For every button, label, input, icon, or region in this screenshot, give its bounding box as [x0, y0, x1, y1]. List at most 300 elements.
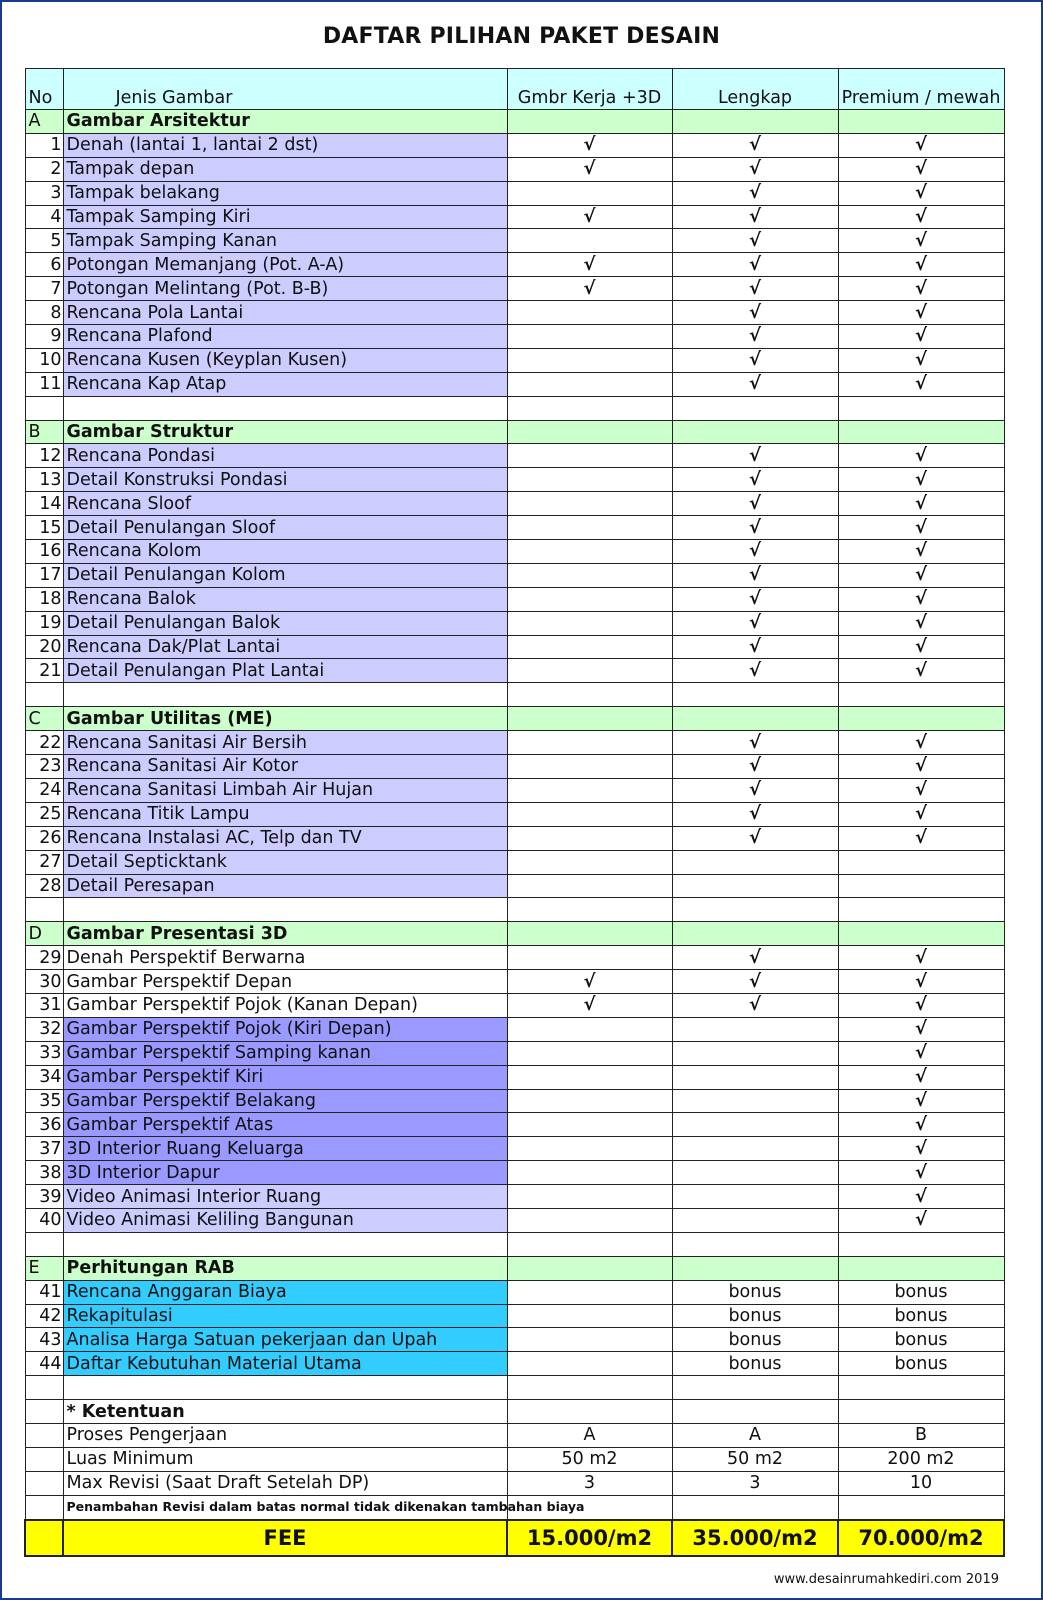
- item-c2: √: [672, 468, 838, 492]
- item-c1: [507, 731, 672, 755]
- table-row: [25, 993, 1004, 1017]
- fee-row: [25, 1520, 1004, 1556]
- header-col3: Premium / mewah: [838, 69, 1004, 110]
- item-c2: √: [672, 587, 838, 611]
- item-name: Detail Penulangan Kolom: [63, 563, 507, 587]
- table-row: [25, 826, 1004, 850]
- item-number: 30: [25, 970, 63, 994]
- item-c2: √: [672, 229, 838, 253]
- item-c1: [507, 1304, 672, 1328]
- item-c3: √: [838, 1161, 1004, 1185]
- section-row-a: [25, 110, 1004, 134]
- item-c1: √: [507, 133, 672, 157]
- item-c2: [672, 1041, 838, 1065]
- item-c2: √: [672, 778, 838, 802]
- note-no: [25, 1495, 63, 1519]
- item-c3: √: [838, 229, 1004, 253]
- table-row: [25, 1137, 1004, 1161]
- item-name: Rencana Kap Atap: [63, 372, 507, 396]
- item-number: 36: [25, 1113, 63, 1137]
- section-c2: [672, 110, 838, 134]
- item-c1: [507, 1352, 672, 1376]
- item-name: Gambar Perspektif Depan: [63, 970, 507, 994]
- item-c2: √: [672, 372, 838, 396]
- section-c2: [672, 1256, 838, 1280]
- blank-c2: [672, 1376, 838, 1400]
- item-c2: √: [672, 325, 838, 349]
- item-name: Tampak Samping Kiri: [63, 205, 507, 229]
- table-row: [25, 611, 1004, 635]
- ketentuan-label: Max Revisi (Saat Draft Setelah DP): [63, 1471, 507, 1495]
- ketentuan-title: * Ketentuan: [63, 1400, 507, 1424]
- section-row-e: [25, 1256, 1004, 1280]
- item-c3: √: [838, 301, 1004, 325]
- item-c3: √: [838, 993, 1004, 1017]
- item-c1: [507, 1065, 672, 1089]
- spacer-row: [25, 683, 1004, 707]
- item-c2: bonus: [672, 1304, 838, 1328]
- item-c1: [507, 946, 672, 970]
- blank-c3: [838, 683, 1004, 707]
- item-c2: √: [672, 301, 838, 325]
- item-c1: [507, 635, 672, 659]
- table-row: [25, 1017, 1004, 1041]
- blank-name: [63, 1376, 507, 1400]
- item-name: Potongan Memanjang (Pot. A-A): [63, 253, 507, 277]
- item-c2: [672, 1113, 838, 1137]
- section-c1: [507, 707, 672, 731]
- section-c3: [838, 707, 1004, 731]
- blank-no: [25, 898, 63, 922]
- item-c3: bonus: [838, 1352, 1004, 1376]
- section-letter: D: [25, 922, 63, 946]
- blank-no: [25, 683, 63, 707]
- item-name: Gambar Perspektif Samping kanan: [63, 1041, 507, 1065]
- section-letter: A: [25, 110, 63, 134]
- table-row: [25, 348, 1004, 372]
- table-row: [25, 157, 1004, 181]
- ketentuan-label: Luas Minimum: [63, 1447, 507, 1471]
- item-c1: [507, 563, 672, 587]
- item-c1: [507, 468, 672, 492]
- item-name: Rencana Sloof: [63, 492, 507, 516]
- item-c2: √: [672, 635, 838, 659]
- ket-no: [25, 1400, 63, 1424]
- item-number: 8: [25, 301, 63, 325]
- table-body: [25, 69, 1004, 1556]
- item-number: 18: [25, 587, 63, 611]
- item-c3: √: [838, 946, 1004, 970]
- item-number: 42: [25, 1304, 63, 1328]
- item-c2: bonus: [672, 1328, 838, 1352]
- blank-c2: [672, 898, 838, 922]
- spacer-row: [25, 898, 1004, 922]
- item-number: 17: [25, 563, 63, 587]
- item-number: 13: [25, 468, 63, 492]
- table-row: [25, 540, 1004, 564]
- section-c2: [672, 922, 838, 946]
- table-row: [25, 587, 1004, 611]
- item-name: Gambar Perspektif Atas: [63, 1113, 507, 1137]
- blank-c1: [507, 683, 672, 707]
- section-title: Perhitungan RAB: [63, 1256, 507, 1280]
- fee-no: [25, 1520, 63, 1556]
- item-c2: [672, 874, 838, 898]
- ketentuan-c2: 3: [672, 1471, 838, 1495]
- section-c2: [672, 420, 838, 444]
- blank-c1: [507, 1376, 672, 1400]
- blank-c3: [838, 898, 1004, 922]
- item-number: 26: [25, 826, 63, 850]
- item-name: Detail Septicktank: [63, 850, 507, 874]
- section-title: Gambar Presentasi 3D: [63, 922, 507, 946]
- section-row-b: [25, 420, 1004, 444]
- item-name: Rencana Pondasi: [63, 444, 507, 468]
- blank-no: [25, 396, 63, 420]
- item-c2: [672, 1185, 838, 1209]
- item-c2: √: [672, 181, 838, 205]
- item-number: 27: [25, 850, 63, 874]
- item-c2: √: [672, 205, 838, 229]
- table-row: [25, 301, 1004, 325]
- item-c1: [507, 325, 672, 349]
- item-c3: √: [838, 1041, 1004, 1065]
- blank-c3: [838, 1232, 1004, 1256]
- item-c1: [507, 181, 672, 205]
- item-c2: [672, 1089, 838, 1113]
- item-c1: [507, 850, 672, 874]
- item-c1: [507, 444, 672, 468]
- item-name: Rencana Anggaran Biaya: [63, 1280, 507, 1304]
- item-c1: [507, 1280, 672, 1304]
- table-row: [25, 1185, 1004, 1209]
- section-title: Gambar Utilitas (ME): [63, 707, 507, 731]
- spacer-row: [25, 1232, 1004, 1256]
- blank-name: [63, 898, 507, 922]
- item-number: 25: [25, 802, 63, 826]
- ket-row-no: [25, 1471, 63, 1495]
- table-row: [25, 1041, 1004, 1065]
- table-row: [25, 970, 1004, 994]
- item-c3: √: [838, 492, 1004, 516]
- ketentuan-row: [25, 1447, 1004, 1471]
- item-name: Detail Penulangan Balok: [63, 611, 507, 635]
- table-row: [25, 850, 1004, 874]
- item-c2: √: [672, 611, 838, 635]
- item-name: Tampak belakang: [63, 181, 507, 205]
- item-name: Rencana Dak/Plat Lantai: [63, 635, 507, 659]
- item-c1: [507, 1017, 672, 1041]
- item-name: Rencana Pola Lantai: [63, 301, 507, 325]
- item-number: 2: [25, 157, 63, 181]
- table-row: [25, 1352, 1004, 1376]
- item-c3: √: [838, 277, 1004, 301]
- item-name: Denah Perspektif Berwarna: [63, 946, 507, 970]
- item-number: 32: [25, 1017, 63, 1041]
- item-c3: √: [838, 444, 1004, 468]
- blank-no: [25, 1376, 63, 1400]
- item-c3: bonus: [838, 1304, 1004, 1328]
- table-row: [25, 659, 1004, 683]
- item-c2: √: [672, 444, 838, 468]
- item-c3: √: [838, 372, 1004, 396]
- table-row: [25, 468, 1004, 492]
- table-row: [25, 205, 1004, 229]
- ketentuan-c3: 10: [838, 1471, 1004, 1495]
- section-letter: C: [25, 707, 63, 731]
- item-name: Rencana Plafond: [63, 325, 507, 349]
- item-number: 24: [25, 778, 63, 802]
- item-number: 29: [25, 946, 63, 970]
- section-c1: [507, 1256, 672, 1280]
- item-c2: √: [672, 492, 838, 516]
- section-c3: [838, 1256, 1004, 1280]
- note-c3: [838, 1495, 1004, 1519]
- item-c3: √: [838, 755, 1004, 779]
- item-c3: √: [838, 133, 1004, 157]
- item-c2: √: [672, 731, 838, 755]
- item-name: Rencana Kusen (Keyplan Kusen): [63, 348, 507, 372]
- item-number: 10: [25, 348, 63, 372]
- ketentuan-c1: 3: [507, 1471, 672, 1495]
- item-c1: [507, 516, 672, 540]
- item-c3: √: [838, 181, 1004, 205]
- item-c1: [507, 826, 672, 850]
- item-name: Rencana Sanitasi Air Bersih: [63, 731, 507, 755]
- item-c1: [507, 1041, 672, 1065]
- item-c1: [507, 587, 672, 611]
- ket-row-no: [25, 1423, 63, 1447]
- item-number: 23: [25, 755, 63, 779]
- blank-c1: [507, 898, 672, 922]
- spacer-row: [25, 396, 1004, 420]
- item-c3: √: [838, 611, 1004, 635]
- item-c2: √: [672, 253, 838, 277]
- section-letter: B: [25, 420, 63, 444]
- item-c1: [507, 659, 672, 683]
- section-title: Gambar Arsitektur: [63, 110, 507, 134]
- table-row: [25, 1161, 1004, 1185]
- header-jenis: Jenis Gambar: [63, 69, 507, 110]
- item-c1: [507, 372, 672, 396]
- item-name: 3D Interior Dapur: [63, 1161, 507, 1185]
- item-number: 11: [25, 372, 63, 396]
- table-row: [25, 802, 1004, 826]
- table-row: [25, 778, 1004, 802]
- revision-note: Penambahan Revisi dalam batas normal tidak dikenakan tambahan biaya: [63, 1495, 507, 1519]
- item-c1: [507, 1161, 672, 1185]
- item-c3: √: [838, 1065, 1004, 1089]
- item-c1: [507, 540, 672, 564]
- item-c3: √: [838, 325, 1004, 349]
- item-name: Rencana Sanitasi Limbah Air Hujan: [63, 778, 507, 802]
- table-row: [25, 1065, 1004, 1089]
- ketentuan-c2: 50 m2: [672, 1447, 838, 1471]
- item-number: 34: [25, 1065, 63, 1089]
- item-name: Detail Penulangan Sloof: [63, 516, 507, 540]
- blank-name: [63, 1232, 507, 1256]
- item-c3: √: [838, 157, 1004, 181]
- footer-credit: www.desainrumahkediri.com 2019: [773, 1572, 999, 1587]
- item-c2: bonus: [672, 1280, 838, 1304]
- item-name: Gambar Perspektif Pojok (Kanan Depan): [63, 993, 507, 1017]
- item-number: 41: [25, 1280, 63, 1304]
- blank-c1: [507, 396, 672, 420]
- item-number: 15: [25, 516, 63, 540]
- ketentuan-row: [25, 1471, 1004, 1495]
- item-c1: [507, 874, 672, 898]
- blank-c2: [672, 396, 838, 420]
- item-c2: √: [672, 540, 838, 564]
- item-c1: [507, 301, 672, 325]
- item-c2: bonus: [672, 1352, 838, 1376]
- item-c3: √: [838, 468, 1004, 492]
- section-letter: E: [25, 1256, 63, 1280]
- item-c2: √: [672, 826, 838, 850]
- item-c1: √: [507, 970, 672, 994]
- item-name: Rencana Kolom: [63, 540, 507, 564]
- table-row: [25, 755, 1004, 779]
- item-number: 6: [25, 253, 63, 277]
- header-no: No: [25, 69, 63, 110]
- blank-c2: [672, 1232, 838, 1256]
- table-row: [25, 1208, 1004, 1232]
- item-c1: [507, 229, 672, 253]
- item-name: Rencana Balok: [63, 587, 507, 611]
- table-row: [25, 563, 1004, 587]
- item-c1: √: [507, 993, 672, 1017]
- blank-no: [25, 1232, 63, 1256]
- item-c2: [672, 1065, 838, 1089]
- item-c1: [507, 1208, 672, 1232]
- table-row: [25, 325, 1004, 349]
- item-number: 38: [25, 1161, 63, 1185]
- ketentuan-row: [25, 1423, 1004, 1447]
- blank-c2: [672, 683, 838, 707]
- item-c2: [672, 1137, 838, 1161]
- item-name: Video Animasi Keliling Bangunan: [63, 1208, 507, 1232]
- item-number: 33: [25, 1041, 63, 1065]
- blank-c1: [507, 1232, 672, 1256]
- spacer-row: [25, 1376, 1004, 1400]
- item-c3: √: [838, 826, 1004, 850]
- item-c2: [672, 1161, 838, 1185]
- ketentuan-c3: 200 m2: [838, 1447, 1004, 1471]
- table-row: [25, 444, 1004, 468]
- item-c1: [507, 1137, 672, 1161]
- ket-c1: [507, 1400, 672, 1424]
- item-number: 28: [25, 874, 63, 898]
- item-number: 35: [25, 1089, 63, 1113]
- item-number: 9: [25, 325, 63, 349]
- item-name: Gambar Perspektif Pojok (Kiri Depan): [63, 1017, 507, 1041]
- item-name: Potongan Melintang (Pot. B-B): [63, 277, 507, 301]
- item-c3: √: [838, 516, 1004, 540]
- item-c2: [672, 1017, 838, 1041]
- section-c3: [838, 420, 1004, 444]
- item-c3: √: [838, 659, 1004, 683]
- item-number: 21: [25, 659, 63, 683]
- table-row: [25, 492, 1004, 516]
- item-c3: √: [838, 802, 1004, 826]
- fee-c3: 70.000/m2: [838, 1520, 1004, 1556]
- fee-c1: 15.000/m2: [507, 1520, 672, 1556]
- item-c2: √: [672, 970, 838, 994]
- item-c1: [507, 1089, 672, 1113]
- item-number: 14: [25, 492, 63, 516]
- item-name: 3D Interior Ruang Keluarga: [63, 1137, 507, 1161]
- item-c3: √: [838, 587, 1004, 611]
- item-c1: [507, 778, 672, 802]
- item-number: 43: [25, 1328, 63, 1352]
- item-c2: [672, 850, 838, 874]
- item-number: 12: [25, 444, 63, 468]
- item-c2: √: [672, 516, 838, 540]
- item-c2: √: [672, 563, 838, 587]
- item-c2: √: [672, 993, 838, 1017]
- table-row: [25, 1328, 1004, 1352]
- item-c3: √: [838, 1113, 1004, 1137]
- section-row-c: [25, 707, 1004, 731]
- table-row: [25, 516, 1004, 540]
- item-number: 31: [25, 993, 63, 1017]
- item-c3: √: [838, 253, 1004, 277]
- package-table: [24, 68, 1005, 1557]
- item-name: Gambar Perspektif Belakang: [63, 1089, 507, 1113]
- header-col2: Lengkap: [672, 69, 838, 110]
- item-number: 37: [25, 1137, 63, 1161]
- table-row: [25, 372, 1004, 396]
- item-name: Rencana Sanitasi Air Kotor: [63, 755, 507, 779]
- item-name: Detail Peresapan: [63, 874, 507, 898]
- item-name: Daftar Kebutuhan Material Utama: [63, 1352, 507, 1376]
- table-row: [25, 635, 1004, 659]
- item-c3: √: [838, 1137, 1004, 1161]
- item-name: Video Animasi Interior Ruang: [63, 1185, 507, 1209]
- item-c3: [838, 850, 1004, 874]
- item-c1: √: [507, 205, 672, 229]
- item-number: 1: [25, 133, 63, 157]
- ketentuan-c2: A: [672, 1423, 838, 1447]
- header-row: [25, 69, 1004, 110]
- item-c3: √: [838, 1017, 1004, 1041]
- item-number: 3: [25, 181, 63, 205]
- item-name: Detail Konstruksi Pondasi: [63, 468, 507, 492]
- item-number: 5: [25, 229, 63, 253]
- item-c2: √: [672, 157, 838, 181]
- item-c1: √: [507, 277, 672, 301]
- ketentuan-title-row: [25, 1400, 1004, 1424]
- item-c3: bonus: [838, 1280, 1004, 1304]
- note-c2: [672, 1495, 838, 1519]
- item-name: Tampak depan: [63, 157, 507, 181]
- item-c3: [838, 874, 1004, 898]
- item-name: Gambar Perspektif Kiri: [63, 1065, 507, 1089]
- ket-c3: [838, 1400, 1004, 1424]
- item-c1: [507, 1113, 672, 1137]
- item-number: 22: [25, 731, 63, 755]
- item-c3: √: [838, 540, 1004, 564]
- item-c3: √: [838, 731, 1004, 755]
- item-number: 4: [25, 205, 63, 229]
- ket-row-no: [25, 1447, 63, 1471]
- table-row: [25, 1113, 1004, 1137]
- item-name: Analisa Harga Satuan pekerjaan dan Upah: [63, 1328, 507, 1352]
- ketentuan-c3: B: [838, 1423, 1004, 1447]
- ketentuan-label: Proses Pengerjaan: [63, 1423, 507, 1447]
- ketentuan-c1: A: [507, 1423, 672, 1447]
- ketentuan-c1: 50 m2: [507, 1447, 672, 1471]
